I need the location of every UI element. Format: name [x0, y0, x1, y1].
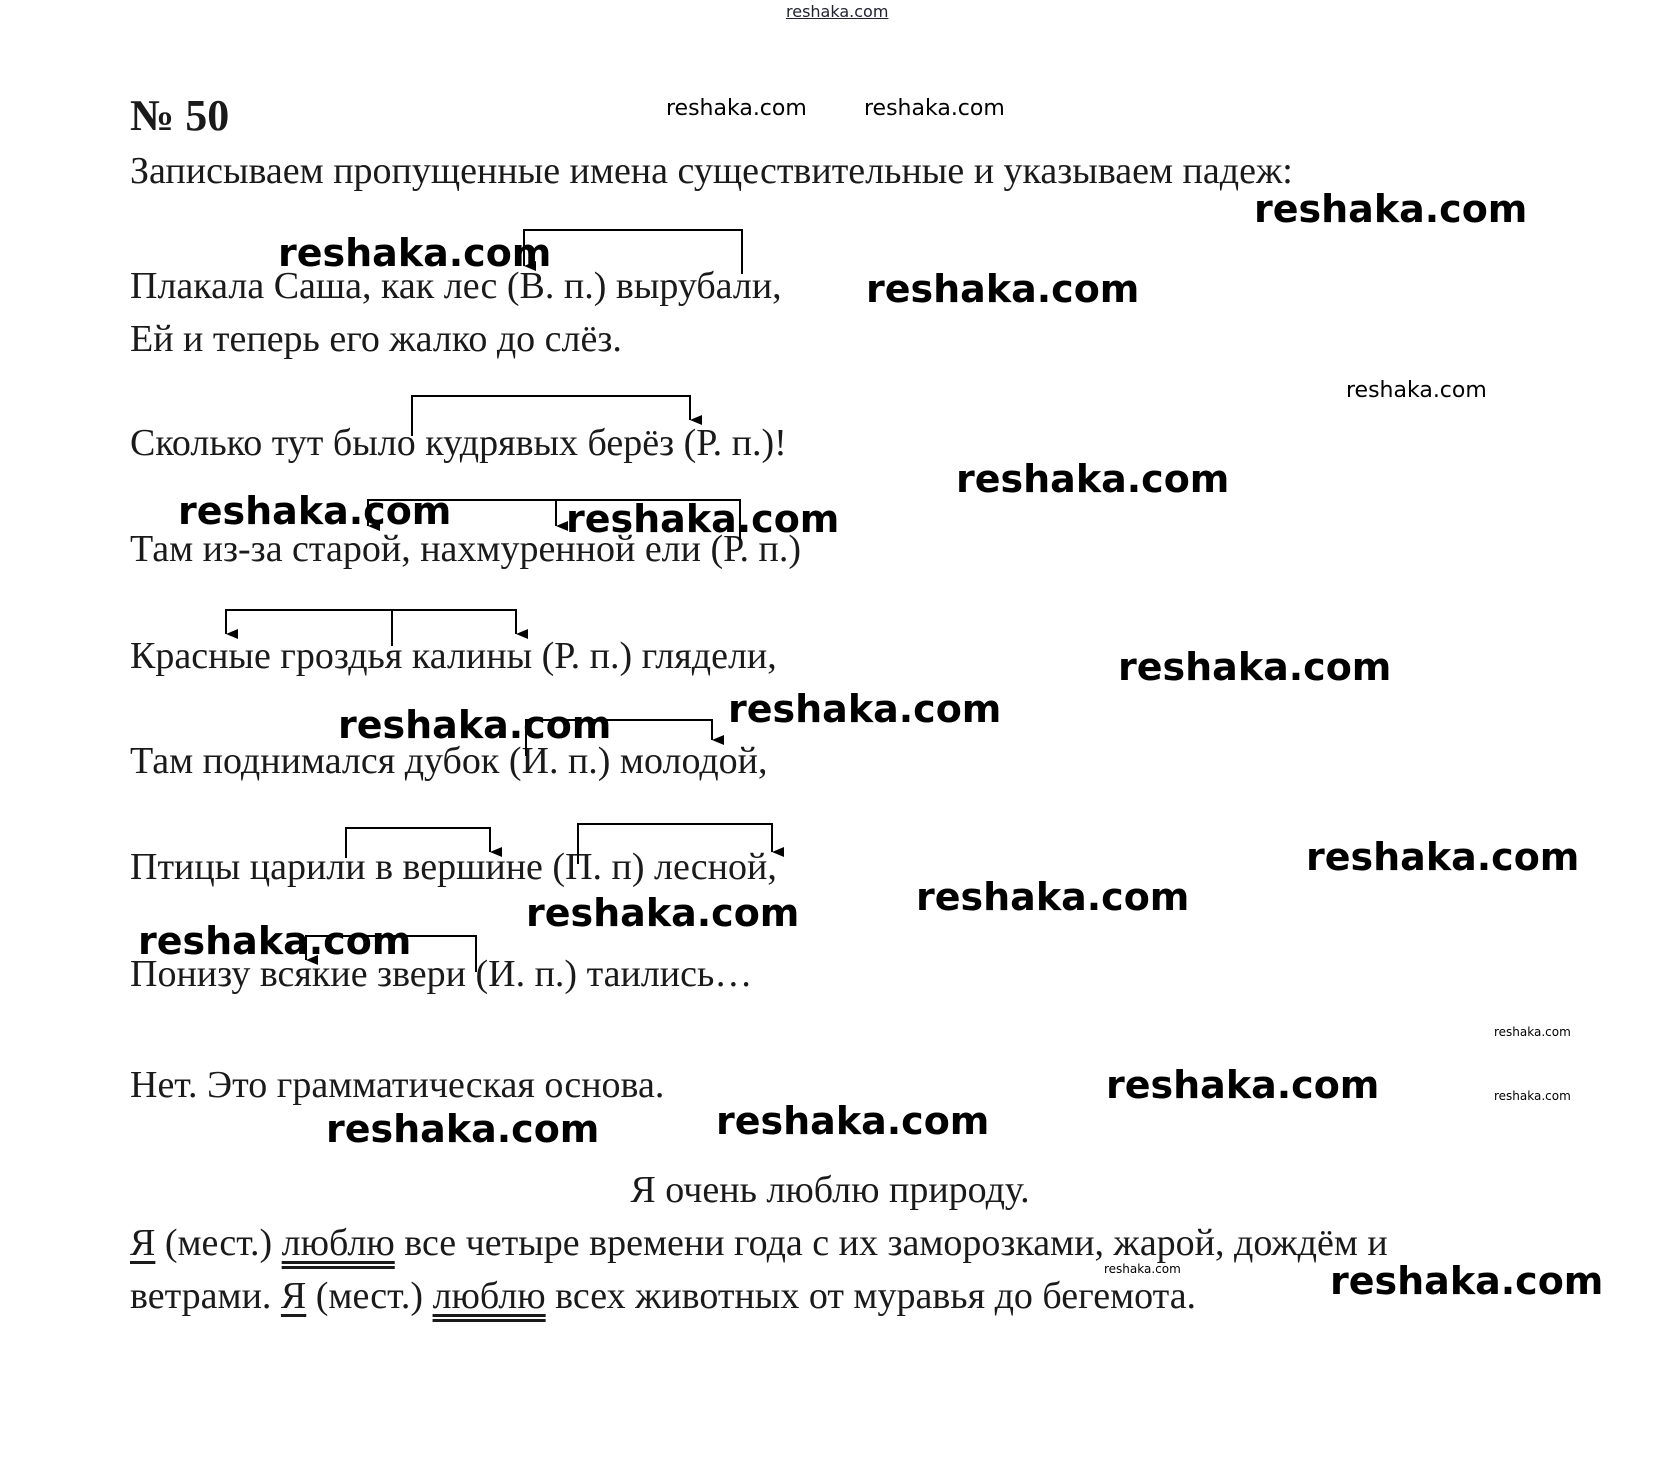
watermark: reshaka.com: [864, 96, 1005, 121]
watermark: reshaka.com: [866, 267, 1140, 311]
sentence-text: все четыре времени года с их заморозками, жарой, дождём и: [394, 1222, 1388, 1264]
watermark: reshaka.com: [1306, 835, 1580, 879]
watermark: reshaka.com: [728, 687, 1002, 731]
watermark: reshaka.com: [178, 489, 452, 533]
watermark: reshaka.com: [1330, 1259, 1604, 1303]
watermark: reshaka.com: [956, 457, 1230, 501]
poem-line-3: Сколько тут было кудрявых берёз (Р. п.)!: [130, 422, 787, 464]
watermark: reshaka.com: [916, 875, 1190, 919]
poem-line-1: Плакала Саша, как лес (В. п.) вырубали,: [130, 265, 782, 307]
poem-line-5: Красные гроздья калины (Р. п.) глядели,: [130, 635, 777, 677]
essay-title: Я очень люблю природу.: [630, 1169, 1030, 1211]
poem-line-6: Там поднимался дубок (И. п.) молодой,: [130, 740, 768, 782]
watermark: reshaka.com: [566, 497, 840, 541]
watermark: reshaka.com: [1494, 1025, 1571, 1039]
watermark: reshaka.com: [1494, 1089, 1571, 1103]
watermark: reshaka.com: [326, 1107, 600, 1151]
exercise-number: № 50: [130, 91, 230, 140]
top-watermark: reshaka.com: [786, 2, 889, 21]
poem-line-8: Понизу всякие звери (И. п.) таились…: [130, 953, 753, 995]
watermark: reshaka.com: [278, 231, 552, 275]
watermark: reshaka.com: [1106, 1063, 1380, 1107]
watermark: reshaka.com: [138, 919, 412, 963]
subject: Я: [130, 1222, 156, 1264]
watermark: reshaka.com: [1254, 187, 1528, 231]
watermark: reshaka.com: [1346, 378, 1487, 403]
watermark: reshaka.com: [526, 891, 800, 935]
subject: Я: [280, 1275, 307, 1317]
predicate: люблю: [432, 1275, 546, 1317]
sentence-text: всех животных от муравья до бегемота.: [545, 1275, 1197, 1317]
watermark: reshaka.com: [1104, 1262, 1181, 1276]
sentence-text: ветрами.: [130, 1275, 281, 1317]
part-of-speech: (мест.): [155, 1222, 282, 1264]
answer-text: Нет. Это грамматическая основа.: [130, 1064, 665, 1106]
watermark: reshaka.com: [716, 1099, 990, 1143]
poem-line-4: Там из-за старой, нахмуренной ели (Р. п.): [130, 528, 802, 570]
poem-line-7: Птицы царили в вершине (П. п) лесной,: [130, 846, 777, 888]
watermark: reshaka.com: [1118, 645, 1392, 689]
part-of-speech: (мест.): [306, 1275, 433, 1317]
predicate: люблю: [281, 1222, 395, 1264]
watermark: reshaka.com: [338, 703, 612, 747]
instruction: Записываем пропущенные имена существительные и указываем падеж:: [130, 150, 1293, 192]
watermark: reshaka.com: [666, 96, 807, 121]
poem-line-2: Ей и теперь его жалко до слёз.: [130, 318, 622, 360]
